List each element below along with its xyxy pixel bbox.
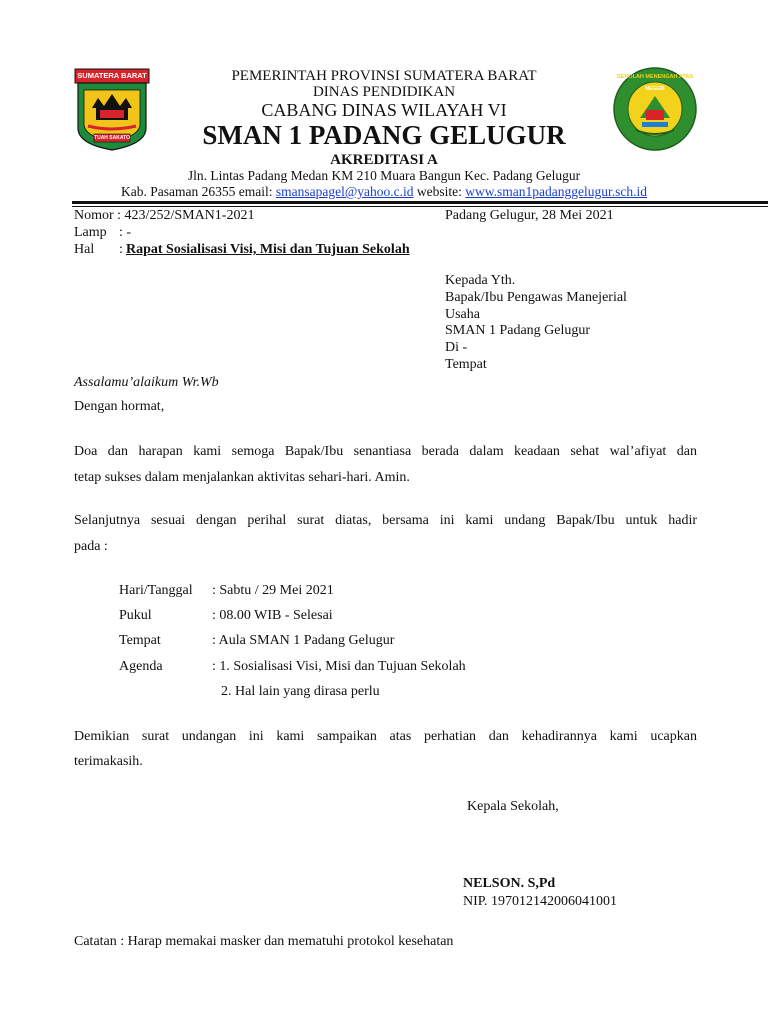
school-name: SMAN 1 PADANG GELUGUR: [202, 120, 566, 150]
letterhead-rule-thick: [72, 201, 768, 204]
paragraph-2-line-2: pada :: [74, 539, 108, 554]
detail-label-tempat: Tempat: [119, 633, 161, 648]
signature-name: NELSON. S,Pd: [463, 876, 556, 891]
paragraph-1-line-1: Doa dan harapan kami semoga Bapak/Ibu senantiasa berada dalam keadaan sehat wal’afiyat dan: [74, 444, 697, 459]
greeting: Assalamu’alaikum Wr.Wb: [74, 375, 219, 390]
left-logo-bottom-text: TUAH SAKATO: [94, 135, 130, 141]
right-logo-banner-text: NEGERI: [645, 86, 665, 92]
lamp-label: Lamp: [74, 225, 107, 240]
recipient-line: Di -: [445, 340, 468, 356]
detail-label-pukul: Pukul: [119, 608, 152, 623]
contact-line: [0, 184, 768, 200]
signature-nip: NIP. 197012142006041001: [463, 894, 618, 909]
salutation: Dengan hormat,: [74, 399, 165, 414]
recipient-block: [445, 273, 627, 374]
paragraph-3-line-2: terimakasih.: [74, 754, 143, 769]
detail-value-tempat: : Aula SMAN 1 Padang Gelugur: [212, 633, 395, 648]
letterhead-line3: CABANG DINAS WILAYAH VI: [261, 100, 507, 120]
address-line: Jln. Lintas Padang Medan KM 210 Muara Bangun Kec. Padang Gelugur: [187, 168, 581, 183]
nomor-line: Nomor : 423/252/SMAN1-2021: [74, 208, 255, 223]
hal-colon: :: [119, 242, 123, 257]
recipient-line: Usaha: [445, 306, 480, 322]
right-logo-ring-text: SEKOLAH MENENGAH ATAS: [617, 74, 693, 80]
letterhead-line1: PEMERINTAH PROVINSI SUMATERA BARAT: [231, 68, 537, 84]
letterhead-line2: DINAS PENDIDIKAN: [312, 84, 456, 100]
paragraph-2-line-1: Selanjutnya sesuai dengan perihal surat diatas, bersama ini kami undang Bapak/Ibu untuk hadir: [74, 513, 697, 528]
footer-note: Catatan : Harap memakai masker dan mematuhi protokol kesehatan: [74, 934, 454, 949]
recipient-line: Bapak/Ibu Pengawas Manejerial: [445, 289, 627, 305]
letterhead-rule-thin: [72, 206, 768, 207]
detail-value-pukul: : 08.00 WIB - Selesai: [212, 608, 333, 623]
recipient-line: Kepada Yth.: [445, 273, 516, 288]
detail-label-agenda: Agenda: [119, 659, 163, 674]
website-label: website:: [416, 184, 462, 199]
detail-value-hari: : Sabtu / 29 Mei 2021: [212, 583, 334, 598]
letter-date: Padang Gelugur, 28 Mei 2021: [445, 208, 614, 223]
detail-value-agenda: : 1. Sosialisasi Visi, Misi dan Tujuan Sekolah: [212, 659, 466, 674]
recipient-line: SMAN 1 Padang Gelugur: [445, 323, 591, 339]
detail-value-agenda-2: 2. Hal lain yang dirasa perlu: [221, 684, 380, 699]
hal-label: Hal: [74, 242, 95, 257]
detail-label-hari: Hari/Tanggal: [119, 583, 193, 598]
hal-subject: Rapat Sosialisasi Visi, Misi dan Tujuan Sekolah: [126, 242, 410, 257]
accreditation: AKREDITASI A: [330, 152, 438, 168]
website-link[interactable]: www.sman1padanggelugur.sch.id: [465, 184, 647, 199]
lamp-value: : -: [119, 225, 132, 240]
paragraph-1-line-2: tetap sukses dalam menjalankan aktivitas sehari-hari. Amin.: [74, 470, 410, 485]
recipient-line: Tempat: [445, 356, 487, 372]
city-prefix: Kab. Pasaman 26355 email:: [121, 184, 273, 199]
signature-title: Kepala Sekolah,: [467, 799, 559, 814]
paragraph-3-line-1: Demikian surat undangan ini kami sampaikan atas perhatian dan kehadirannya kami ucapkan: [74, 729, 697, 744]
left-logo-top-text: SUMATERA BARAT: [77, 71, 147, 80]
email-link[interactable]: smansapagel@yahoo.c.id: [275, 184, 414, 199]
